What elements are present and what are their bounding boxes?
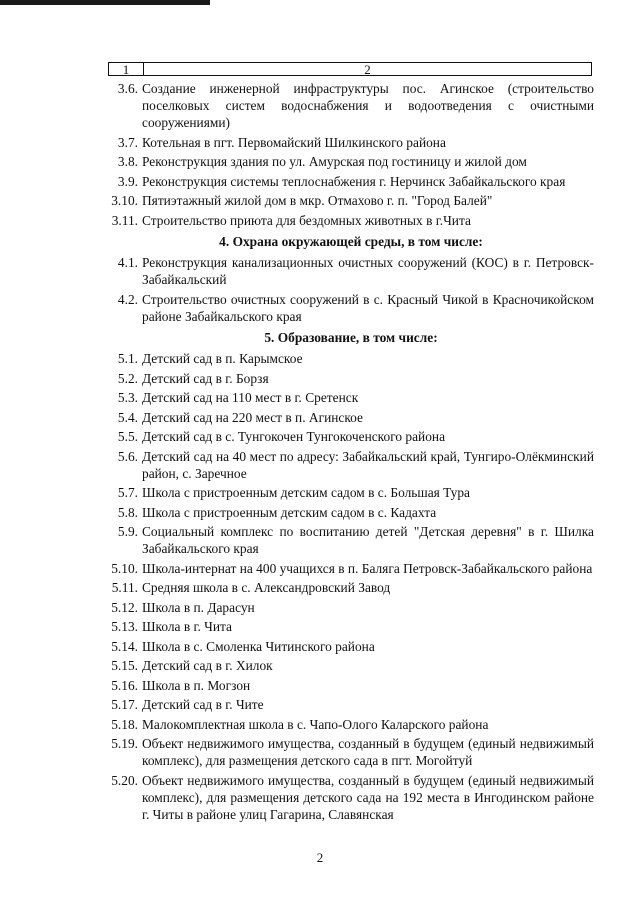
list-item [108, 370, 594, 387]
document-body [108, 80, 594, 825]
list-item [108, 428, 594, 445]
column-header-2: 2 [364, 62, 371, 77]
item-text: Реконструкция канализационных очистных сооружений (КОС) в г. Петровск-Забайкальский [142, 255, 594, 287]
list-item [108, 80, 594, 131]
item-text: Школа с пристроенным детским садом в с. Большая Тура [142, 485, 470, 500]
item-text: Детский сад в г. Чите [142, 697, 264, 712]
column-header-1: 1 [109, 63, 144, 75]
item-number: 5.10. [111, 560, 138, 576]
item-number: 5.16. [111, 677, 138, 693]
item-number: 5.2. [117, 370, 138, 386]
item-number: 5.8. [117, 504, 138, 520]
list-item [108, 173, 594, 190]
section-heading-5: 5. Образование, в том числе: [264, 330, 438, 345]
list-item [108, 579, 594, 596]
item-text: Детский сад в с. Тунгокочен Тунгокоченского района [142, 429, 446, 444]
item-text: Детский сад в г. Хилок [142, 658, 273, 673]
list-item [108, 134, 594, 151]
item-number: 5.5. [117, 429, 138, 444]
list-item [108, 448, 594, 482]
list-item [108, 638, 594, 655]
list-item [108, 212, 594, 229]
section-heading-4: 4. Охрана окружающей среды, в том числе: [219, 234, 483, 249]
list-item [108, 192, 594, 209]
item-number: 5.7. [117, 485, 138, 500]
item-text: Школа в п. Дарасун [142, 599, 255, 615]
list-item [108, 350, 594, 367]
item-text: Социальный комплекс по воспитанию детей "Детская деревня" в г. Шилка Забайкальского края [142, 524, 594, 556]
item-text: Школа в с. Смоленка Читинского района [142, 638, 375, 654]
list-section-4 [108, 254, 594, 327]
list-item [108, 772, 594, 823]
item-number: 5.1. [117, 351, 138, 366]
item-text: Школа в г. Чита [142, 619, 232, 634]
item-text: Строительство очистных сооружений в с. Красный Чикой в Красночикойском районе Забайкальского края [142, 291, 594, 324]
item-number: 3.11. [111, 212, 138, 228]
list-item [108, 409, 594, 426]
item-number: 3.8. [117, 154, 138, 169]
item-text: Школа в п. Могзон [142, 677, 251, 693]
list-item [108, 696, 594, 713]
list-item [108, 254, 594, 288]
item-text: Детский сад в г. Борзя [142, 370, 269, 386]
list-item [108, 291, 594, 325]
item-text: Школа с пристроенным детским садом в с. Кадахта [142, 504, 437, 520]
item-number: 3.7. [117, 134, 138, 150]
item-text: Объект недвижимого имущества, созданный в будущем (единый недвижимый комплекс), для размещения детского сада на 192 места в Ингодинском районе г. Читы в районе улиц Гагарина, Славянская [142, 772, 594, 822]
item-number: 5.4. [117, 409, 138, 425]
item-number: 3.10. [111, 193, 138, 208]
item-number: 5.13. [111, 619, 138, 634]
list-item [108, 677, 594, 694]
item-number: 4.2. [117, 291, 138, 307]
item-number: 5.14. [111, 638, 138, 654]
list-section-5 [108, 350, 594, 825]
item-number: 5.6. [117, 448, 138, 464]
item-number: 5.9. [117, 524, 138, 539]
table-header [108, 62, 592, 76]
list-item [108, 735, 594, 769]
item-number: 3.6. [117, 81, 138, 96]
item-text: Детский сад на 220 мест в п. Агинское [142, 409, 363, 425]
page-number: 2 [316, 850, 324, 865]
item-number: 4.1. [117, 255, 138, 270]
item-text: Создание инженерной инфраструктуры пос. Агинское (строительство поселковых систем водоснабжения и водоотведения с очистными сооружениями) [142, 81, 594, 130]
item-text: Детский сад на 110 мест в г. Сретенск [142, 390, 359, 405]
list-item [108, 484, 594, 501]
item-text: Малокомплектная школа в с. Чапо-Ологo Каларского района [142, 716, 489, 732]
item-number: 5.20. [111, 772, 138, 788]
list-item [108, 599, 594, 616]
item-number: 5.17. [111, 697, 138, 712]
item-number: 5.12. [111, 599, 138, 615]
item-number: 5.11. [111, 580, 138, 595]
list-item [108, 153, 594, 170]
item-text: Пятиэтажный жилой дом в мкр. Отмахово г. п. "Город Балей" [142, 193, 493, 208]
item-text: Объект недвижимого имущества, созданный в будущем (единый недвижимый комплекс), для размещения детского сада в пгт. Могойтуй [142, 736, 594, 768]
item-text: Детский сад в п. Карымское [142, 351, 303, 366]
item-text: Школа-интернат на 400 учащихся в п. Баляга Петровск-Забайкальского района [142, 560, 593, 576]
list-item [108, 657, 594, 674]
item-text: Детский сад на 40 мест по адресу: Забайкальский край, Тунгиро-Олёкминский район, с. Заречное [142, 448, 594, 481]
item-text: Средняя школа в с. Александровский Завод [142, 580, 391, 595]
list-item [108, 716, 594, 733]
list-section-3 [108, 80, 594, 231]
item-text: Строительство приюта для бездомных животных в г.Чита [142, 212, 471, 228]
list-item [108, 618, 594, 635]
item-number: 3.9. [117, 173, 138, 189]
list-item [108, 523, 594, 557]
list-item [108, 504, 594, 521]
item-text: Котельная в пгт. Первомайский Шилкинского района [142, 134, 446, 150]
list-item [108, 389, 594, 406]
list-item [108, 560, 594, 577]
item-number: 5.18. [111, 716, 138, 732]
item-number: 5.3. [117, 390, 138, 405]
item-text: Реконструкция здания по ул. Амурская под гостиницу и жилой дом [142, 154, 527, 169]
top-rule [0, 0, 210, 5]
item-number: 5.15. [111, 658, 138, 673]
item-number: 5.19. [111, 736, 138, 751]
item-text: Реконструкция системы теплоснабжения г. Нерчинск Забайкальского края [142, 173, 566, 189]
